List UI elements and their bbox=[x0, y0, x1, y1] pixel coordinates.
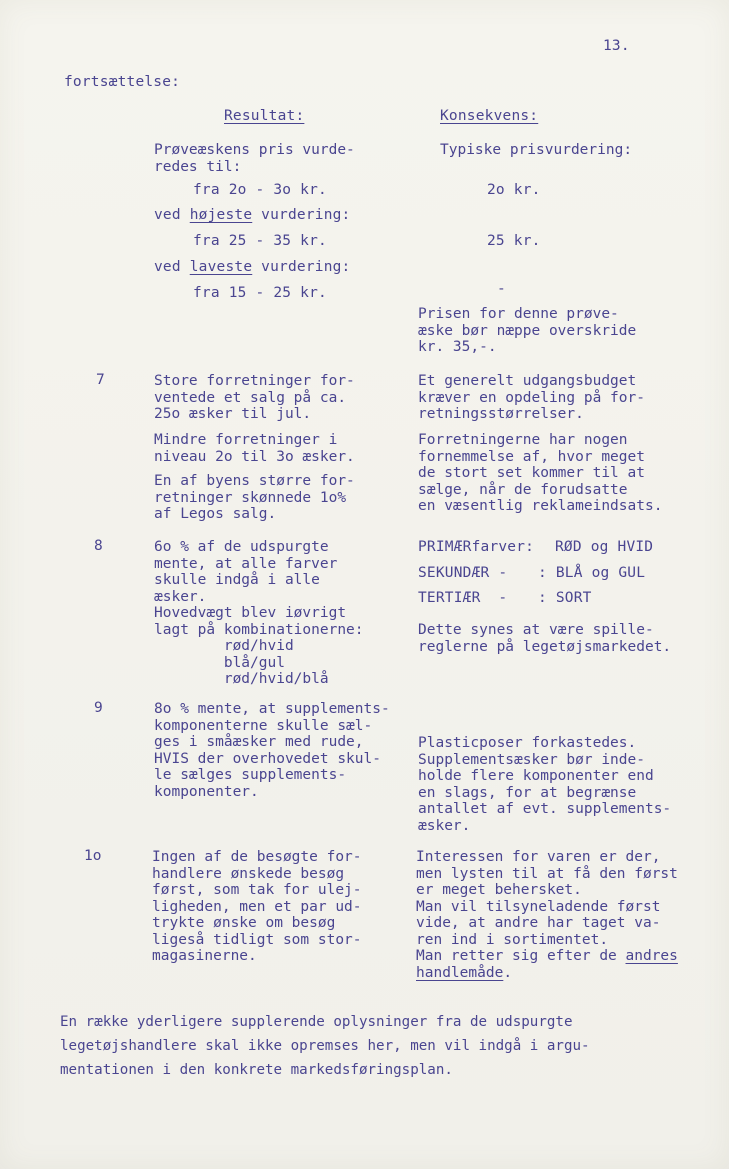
result-header: Resultat: bbox=[224, 108, 305, 124]
item-9-result: 8o % mente, at supplements- komponenterne skulle sæl- ges i småæsker med rude, HVIS der overhovedet skul- le sælges supplements- komponenter. bbox=[154, 701, 390, 800]
price-right-intro: Typiske prisvurdering: bbox=[440, 142, 633, 158]
price-lowest-value: - bbox=[497, 281, 506, 297]
color-secondary-label: SEKUNDÆR - bbox=[418, 565, 508, 581]
price-range-highest: fra 25 - 35 kr. bbox=[193, 233, 327, 249]
item-number-7: 7 bbox=[96, 372, 105, 388]
item-number-9: 9 bbox=[94, 700, 103, 716]
item-10-result: Ingen af de besøgte for- handlere ønskede besøg først, som tak for ulej- ligheden, men et par ud- trykte ønske om besøg ligeså tidligt som stor- magasinerne. bbox=[152, 849, 362, 964]
item-8-result: 6o % af de udspurgte mente, at alle farver skulle indgå i alle æsker. Hovedvægt blev iøvrigt lagt på kombinationerne: rød/hvid blå/gul rød/hvid/blå bbox=[154, 539, 364, 687]
consequence-header: Konsekvens: bbox=[440, 108, 539, 124]
item-7-result-1: Store forretninger for- ventede et salg på ca. 25o æsker til jul. bbox=[154, 373, 355, 422]
page-number: 13. bbox=[603, 38, 630, 54]
item-7-result-2: Mindre forretninger i niveau 2o til 3o æsker. bbox=[154, 432, 355, 465]
price-range-lowest: fra 15 - 25 kr. bbox=[193, 285, 327, 301]
item-10-consequence: Interessen for varen er der, men lysten til at få den først er meget behersket. Man vil tilsyneladende først vide, at andre har taget va- ren ind i sortimentet. Man retter sig efter de andres handlemåde. bbox=[416, 849, 678, 981]
price-typical-value: 2o kr. bbox=[487, 182, 541, 198]
color-tertiary-value: : SORT bbox=[538, 590, 592, 606]
price-range-typical: fra 2o - 3o kr. bbox=[193, 182, 327, 198]
item-number-8: 8 bbox=[94, 538, 103, 554]
lowest-label: ved laveste vurdering: bbox=[154, 259, 351, 275]
item-number-10: 1o bbox=[84, 848, 102, 864]
highest-label: ved højeste vurdering: bbox=[154, 207, 351, 223]
price-conclusion: Prisen for denne prøve- æske bør næppe overskride kr. 35,-. bbox=[418, 306, 637, 355]
color-secondary-value: : BLÅ og GUL bbox=[538, 565, 646, 581]
item-8-consequence: Dette synes at være spille- reglerne på legetøjsmarkedet. bbox=[418, 622, 672, 655]
item-9-consequence: Plasticposer forkastedes. Supplementsæsker bør inde- holde flere komponenter end en slags, for at begrænse antallet af evt. supplements- æsker. bbox=[418, 735, 672, 834]
item-7-consequence-1: Et generelt udgangsbudget kræver en opdeling på for- retningsstørrelser. bbox=[418, 373, 645, 422]
color-primary-value: RØD og HVID bbox=[555, 539, 654, 555]
continuation-label: fortsættelse: bbox=[64, 74, 181, 90]
price-highest-value: 25 kr. bbox=[487, 233, 541, 249]
color-tertiary-label: TERTIÆR - bbox=[418, 590, 508, 606]
closing-paragraph: En række yderligere supplerende oplysninger fra de udspurgte legetøjshandlere skal ikke opremses her, men vil indgå i argu- mentationen i den konkrete markedsføringsplan. bbox=[60, 1014, 590, 1078]
item-7-result-3: En af byens større for- retninger skønnede 1o% af Legos salg. bbox=[154, 473, 355, 522]
item-7-consequence-2: Forretningerne har nogen fornemmelse af, hvor meget de stort set kommer til at sælge, når de forudsatte en væsentlig reklameindsats. bbox=[418, 432, 663, 514]
price-intro: Prøveæskens pris vurde- redes til: bbox=[154, 142, 355, 175]
color-primary-label: PRIMÆRfarver: bbox=[418, 539, 535, 555]
